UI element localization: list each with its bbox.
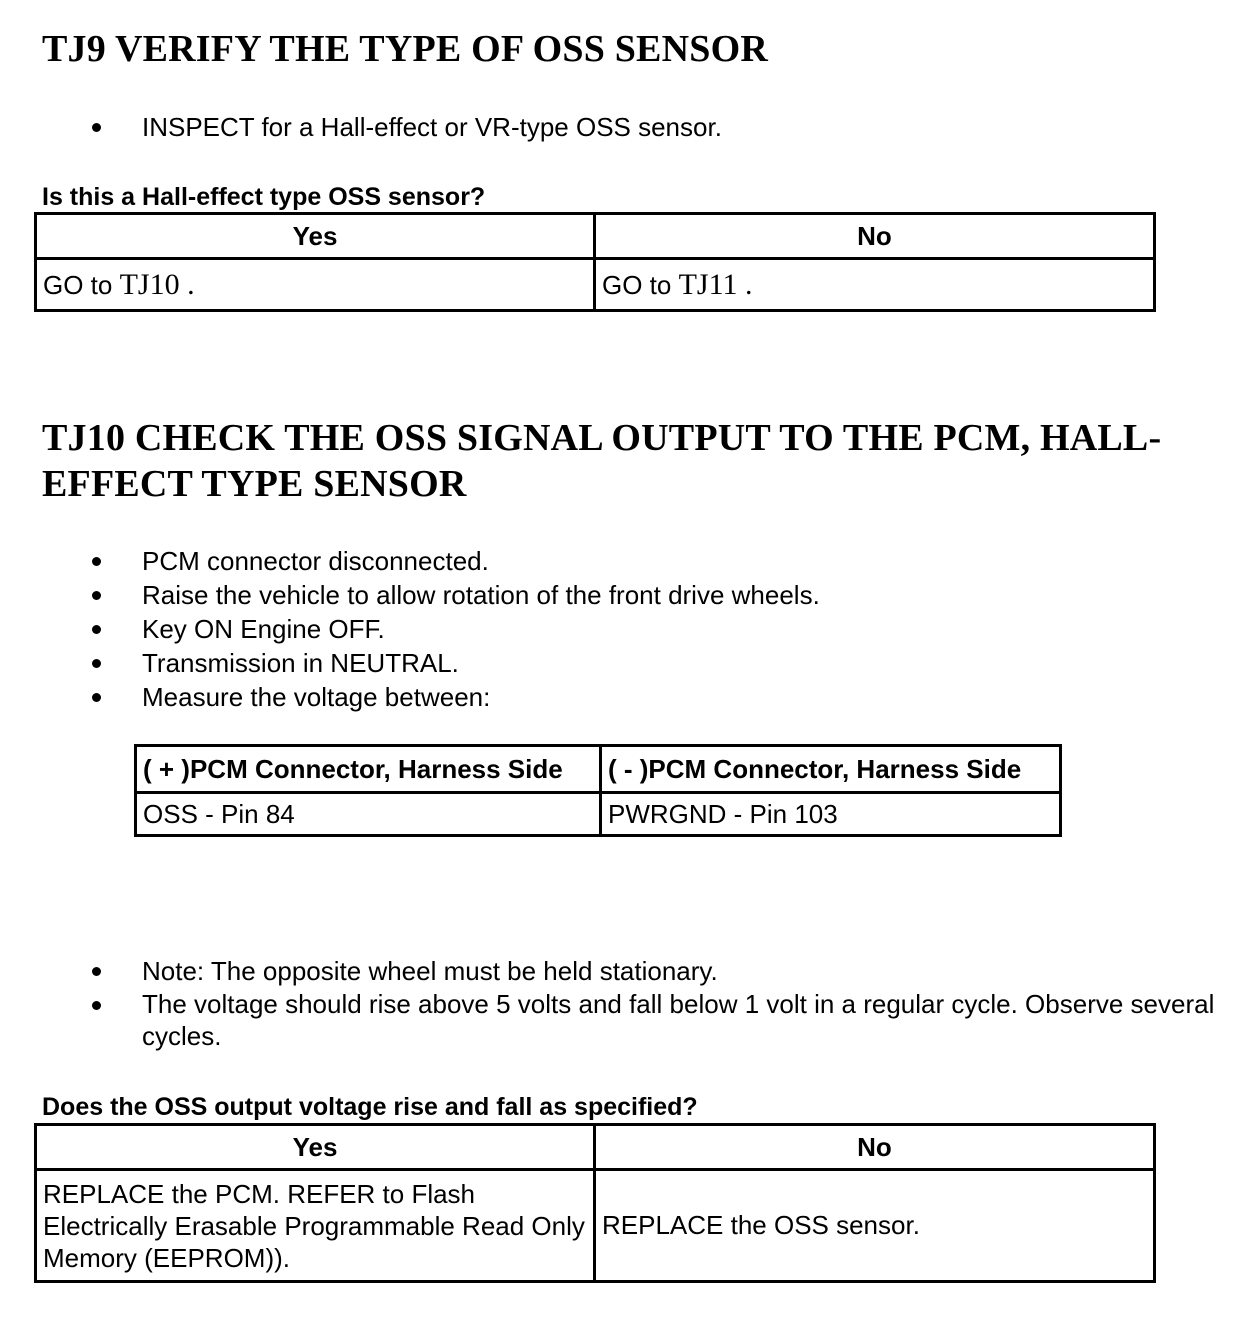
list-item: [0, 578, 820, 612]
tj10-heading: [42, 415, 1161, 507]
list-item-text: Note: The opposite wheel must be held stationary.: [142, 956, 718, 986]
negative-connector-value: PWRGND - Pin 103: [601, 793, 1061, 836]
list-item: [0, 544, 820, 578]
positive-connector-header: ( + )PCM Connector, Harness Side: [136, 746, 601, 793]
yes-prefix: GO to: [43, 269, 120, 300]
yes-header: Yes: [36, 214, 595, 259]
yes-cell: [36, 259, 595, 311]
tj10-link[interactable]: TJ10 .: [119, 267, 195, 301]
tj9-question: Is this a Hall-effect type OSS sensor?: [42, 183, 486, 211]
list-item: [0, 954, 1215, 988]
list-item-text: Transmission in NEUTRAL.: [142, 648, 459, 678]
list-item-text: The voltage should rise above 5 volts and fall below 1 volt in a regular cycle. Observe several cycles.: [142, 989, 1215, 1051]
bullet-icon: [92, 967, 101, 976]
positive-connector-value: OSS - Pin 84: [136, 793, 601, 836]
list-item-text: Key ON Engine OFF.: [142, 614, 385, 644]
list-item: [0, 680, 820, 714]
list-item-text: Raise the vehicle to allow rotation of the front drive wheels.: [142, 580, 820, 610]
tj9-bullet-list: [0, 110, 722, 144]
bullet-icon: [92, 1001, 101, 1010]
bullet-icon: [92, 123, 101, 132]
negative-connector-header: ( - )PCM Connector, Harness Side: [601, 746, 1061, 793]
bullet-icon: [92, 557, 101, 566]
list-item-text: INSPECT for a Hall-effect or VR-type OSS sensor.: [142, 112, 722, 142]
tj10-heading-line1: TJ10 CHECK THE OSS SIGNAL OUTPUT TO THE PCM, HALL-: [42, 417, 1162, 459]
yes-cell: REPLACE the PCM. REFER to Flash Electrically Erasable Programmable Read Only Memory (EEPROM)).: [36, 1170, 595, 1282]
no-prefix: GO to: [602, 269, 679, 300]
tj10-bullet-list: [0, 544, 820, 714]
tj9-heading: TJ9 VERIFY THE TYPE OF OSS SENSOR: [42, 28, 768, 70]
no-cell: REPLACE the OSS sensor.: [595, 1170, 1155, 1282]
list-item-text: PCM connector disconnected.: [142, 546, 489, 576]
tj10-bullet-list-2: [0, 954, 1215, 1052]
list-item: [0, 612, 820, 646]
yes-header: Yes: [36, 1125, 595, 1170]
tj10-question: Does the OSS output voltage rise and fall as specified?: [42, 1093, 698, 1121]
list-item: [0, 646, 820, 680]
list-item: [0, 988, 1215, 1052]
tj11-link[interactable]: TJ11 .: [678, 267, 753, 301]
no-cell: [595, 259, 1155, 311]
tj10-answer-table: [34, 1123, 1156, 1283]
bullet-icon: [92, 659, 101, 668]
list-item-text: Measure the voltage between:: [142, 682, 491, 712]
tj10-heading-line2: EFFECT TYPE SENSOR: [42, 463, 467, 505]
bullet-icon: [92, 591, 101, 600]
tj9-answer-table: [34, 212, 1156, 312]
no-header: No: [595, 214, 1155, 259]
bullet-icon: [92, 693, 101, 702]
measurement-table: [134, 744, 1062, 837]
no-header: No: [595, 1125, 1155, 1170]
bullet-icon: [92, 625, 101, 634]
list-item: [0, 110, 722, 144]
